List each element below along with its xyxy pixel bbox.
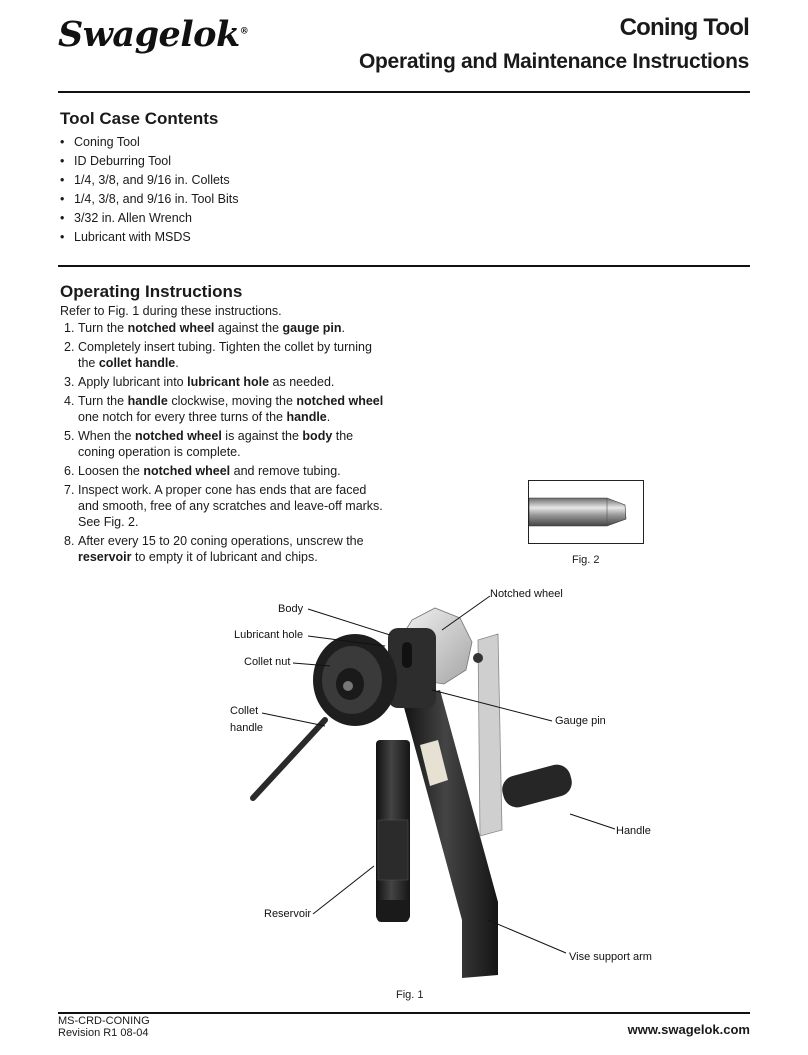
document-title: Coning Tool	[619, 14, 749, 41]
step-text: as needed.	[269, 375, 335, 389]
step-number: 3.	[64, 375, 75, 389]
step-term: lubricant hole	[187, 375, 270, 389]
tool-case-list	[60, 133, 238, 247]
step-item	[60, 533, 390, 565]
step-text: .	[341, 321, 346, 335]
label-collet-nut: Collet nut	[244, 656, 291, 668]
coned-tube-illustration	[529, 481, 643, 543]
label-vise-support-arm: Vise support arm	[569, 951, 652, 963]
label-lubricant-hole: Lubricant hole	[234, 629, 304, 641]
label-reservoir: Reservoir	[264, 908, 312, 920]
revision: Revision R1 08-04	[58, 1027, 149, 1039]
list-item: • 3/32 in. Allen Wrench	[60, 209, 238, 228]
step-term: handle	[127, 394, 168, 408]
step-item	[60, 482, 390, 530]
step-item	[60, 393, 390, 425]
step-term: gauge pin	[282, 321, 342, 335]
step-text: clockwise, moving the	[167, 394, 297, 408]
step-term: notched wheel	[143, 464, 231, 478]
label-body: Body	[278, 603, 304, 615]
step-text: When the	[78, 429, 135, 443]
step-text: After every 15 to 20 coning operations, unscrew the	[78, 534, 364, 548]
label-handle: Handle	[616, 825, 651, 837]
operating-steps	[60, 320, 390, 568]
operating-heading: Operating Instructions	[60, 282, 243, 301]
registered-mark: ®	[239, 26, 249, 37]
logo-text: Swagelok	[58, 14, 240, 55]
doc-code: MS-CRD-CONING	[58, 1015, 150, 1027]
step-item	[60, 339, 390, 371]
step-text: against the	[214, 321, 283, 335]
step-term: notched wheel	[134, 429, 222, 443]
list-item: • 1/4, 3/8, and 9/16 in. Collets	[60, 171, 238, 190]
step-text: .	[175, 356, 179, 370]
step-item	[60, 463, 390, 479]
step-term: notched wheel	[127, 321, 215, 335]
step-term: reservoir	[78, 550, 132, 564]
step-number: 4.	[64, 394, 75, 408]
step-text: and remove tubing.	[230, 464, 341, 478]
step-text: one notch for every three turns of the	[78, 410, 287, 424]
label-collet: Collet	[230, 705, 259, 717]
footer-divider	[58, 1012, 750, 1014]
fig1-caption: Fig. 1	[396, 989, 424, 1001]
step-item	[60, 428, 390, 460]
step-item	[60, 320, 390, 336]
list-item: • Lubricant with MSDS	[60, 228, 238, 247]
list-item: • ID Deburring Tool	[60, 152, 238, 171]
step-number: 7.	[64, 483, 75, 497]
step-number: 8.	[64, 534, 75, 548]
step-term: handle	[286, 410, 327, 424]
step-text: is against the	[221, 429, 303, 443]
document-subtitle: Operating and Maintenance Instructions	[359, 50, 749, 73]
step-text: Turn the	[78, 394, 128, 408]
step-number: 1.	[64, 321, 75, 335]
step-number: 2.	[64, 340, 75, 354]
step-number: 5.	[64, 429, 75, 443]
footer-doc-code	[58, 1015, 150, 1039]
step-number: 6.	[64, 464, 75, 478]
list-item: • Coning Tool	[60, 133, 238, 152]
step-term: collet handle	[98, 356, 176, 370]
operating-intro: Refer to Fig. 1 during these instructions.	[60, 304, 282, 318]
step-text: the coning operation is complete.	[78, 429, 354, 459]
list-item: • 1/4, 3/8, and 9/16 in. Tool Bits	[60, 190, 238, 209]
fig2-caption: Fig. 2	[572, 554, 600, 566]
tool-case-heading: Tool Case Contents	[60, 109, 219, 128]
coning-tool-illustration	[180, 580, 680, 990]
step-text: Loosen the	[78, 464, 144, 478]
fig2-image	[528, 480, 644, 544]
swagelok-logo	[58, 14, 248, 55]
website-link[interactable]: www.swagelok.com	[627, 1022, 750, 1037]
step-text: to empty it of lubricant and chips.	[131, 550, 318, 564]
label-collet-handle: handle	[230, 722, 264, 734]
header-divider	[58, 91, 750, 93]
step-item	[60, 374, 390, 390]
step-text: Apply lubricant into	[78, 375, 188, 389]
section-divider	[58, 265, 750, 267]
step-term: body	[302, 429, 333, 443]
step-text: Turn the	[78, 321, 128, 335]
step-text: Inspect work. A proper cone has ends that are faced and smooth, free of any scratches and leave-off marks. See Fig. 2.	[78, 483, 383, 529]
step-text: Completely insert tubing. Tighten the collet by turning the	[78, 340, 372, 370]
label-gauge-pin: Gauge pin	[555, 715, 606, 727]
label-notched-wheel: Notched wheel	[490, 588, 563, 600]
step-text: .	[326, 410, 331, 424]
step-term: notched wheel	[296, 394, 384, 408]
